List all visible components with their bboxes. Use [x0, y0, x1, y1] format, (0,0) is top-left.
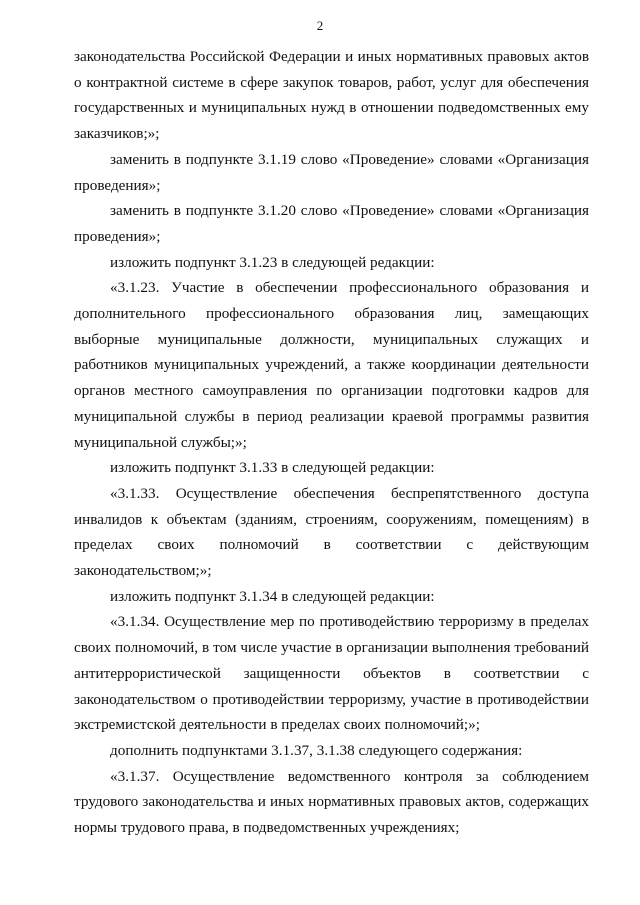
paragraph-intro-3-1-33: изложить подпункт 3.1.33 в следующей редакции:	[110, 459, 435, 477]
paragraph-continuation: законодательства Российской Федерации и иных нормативных правовых актов о контрактной системе в сфере закупок товаров, работ, услуг для обеспечения государственных и муниципальных нужд в отношении подведомственных ему заказчиков;»;	[74, 48, 589, 143]
page-number: 2	[316, 18, 324, 33]
paragraph-intro-3-1-23: изложить подпункт 3.1.23 в следующей редакции:	[110, 253, 435, 271]
paragraph-replace-3-1-20: заменить в подпункте 3.1.20 слово «Проведение» словами «Организация проведения»;	[74, 202, 589, 245]
paragraph-intro-3-1-37: дополнить подпунктами 3.1.37, 3.1.38 следующего содержания:	[110, 741, 523, 759]
paragraph-intro-3-1-34: изложить подпункт 3.1.34 в следующей редакции:	[110, 587, 435, 605]
document-body	[74, 44, 589, 841]
paragraph-clause-3-1-34: «3.1.34. Осуществление мер по противодействию терроризму в пределах своих полномочий, в том числе участие в организации выполнения требований антитеррористической защищенности объектов в соответствии с законодательством о противодействии терроризму, участие в противодействии экстремистской деятельности в пределах своих полномочий;»;	[74, 613, 589, 734]
paragraph-replace-3-1-19: заменить в подпункте 3.1.19 слово «Проведение» словами «Организация проведения»;	[74, 150, 589, 194]
paragraph-clause-3-1-33: «3.1.33. Осуществление обеспечения беспрепятственного доступа инвалидов к объектам (зданиям, строениям, сооружениям, помещениям) в пределах своих полномочий в соответствии с действующим законодательством;»;	[74, 484, 589, 580]
paragraph-clause-3-1-37: «3.1.37. Осуществление ведомственного контроля за соблюдением трудового законодательства и иных нормативных правовых актов, содержащих нормы трудового права, в подведомственных учреждениях;	[74, 767, 589, 837]
paragraph-clause-3-1-23: «3.1.23. Участие в обеспечении профессионального образования и дополнительного профессионального образования лиц, замещающих выборные муниципальные должности, муниципальных служащих и работников муниципальных учреждений, а также координации деятельности органов местного самоуправления по организации подготовки кадров для муниципальной службы в период реализации краевой программы развития муниципальной службы;»;	[74, 279, 589, 451]
